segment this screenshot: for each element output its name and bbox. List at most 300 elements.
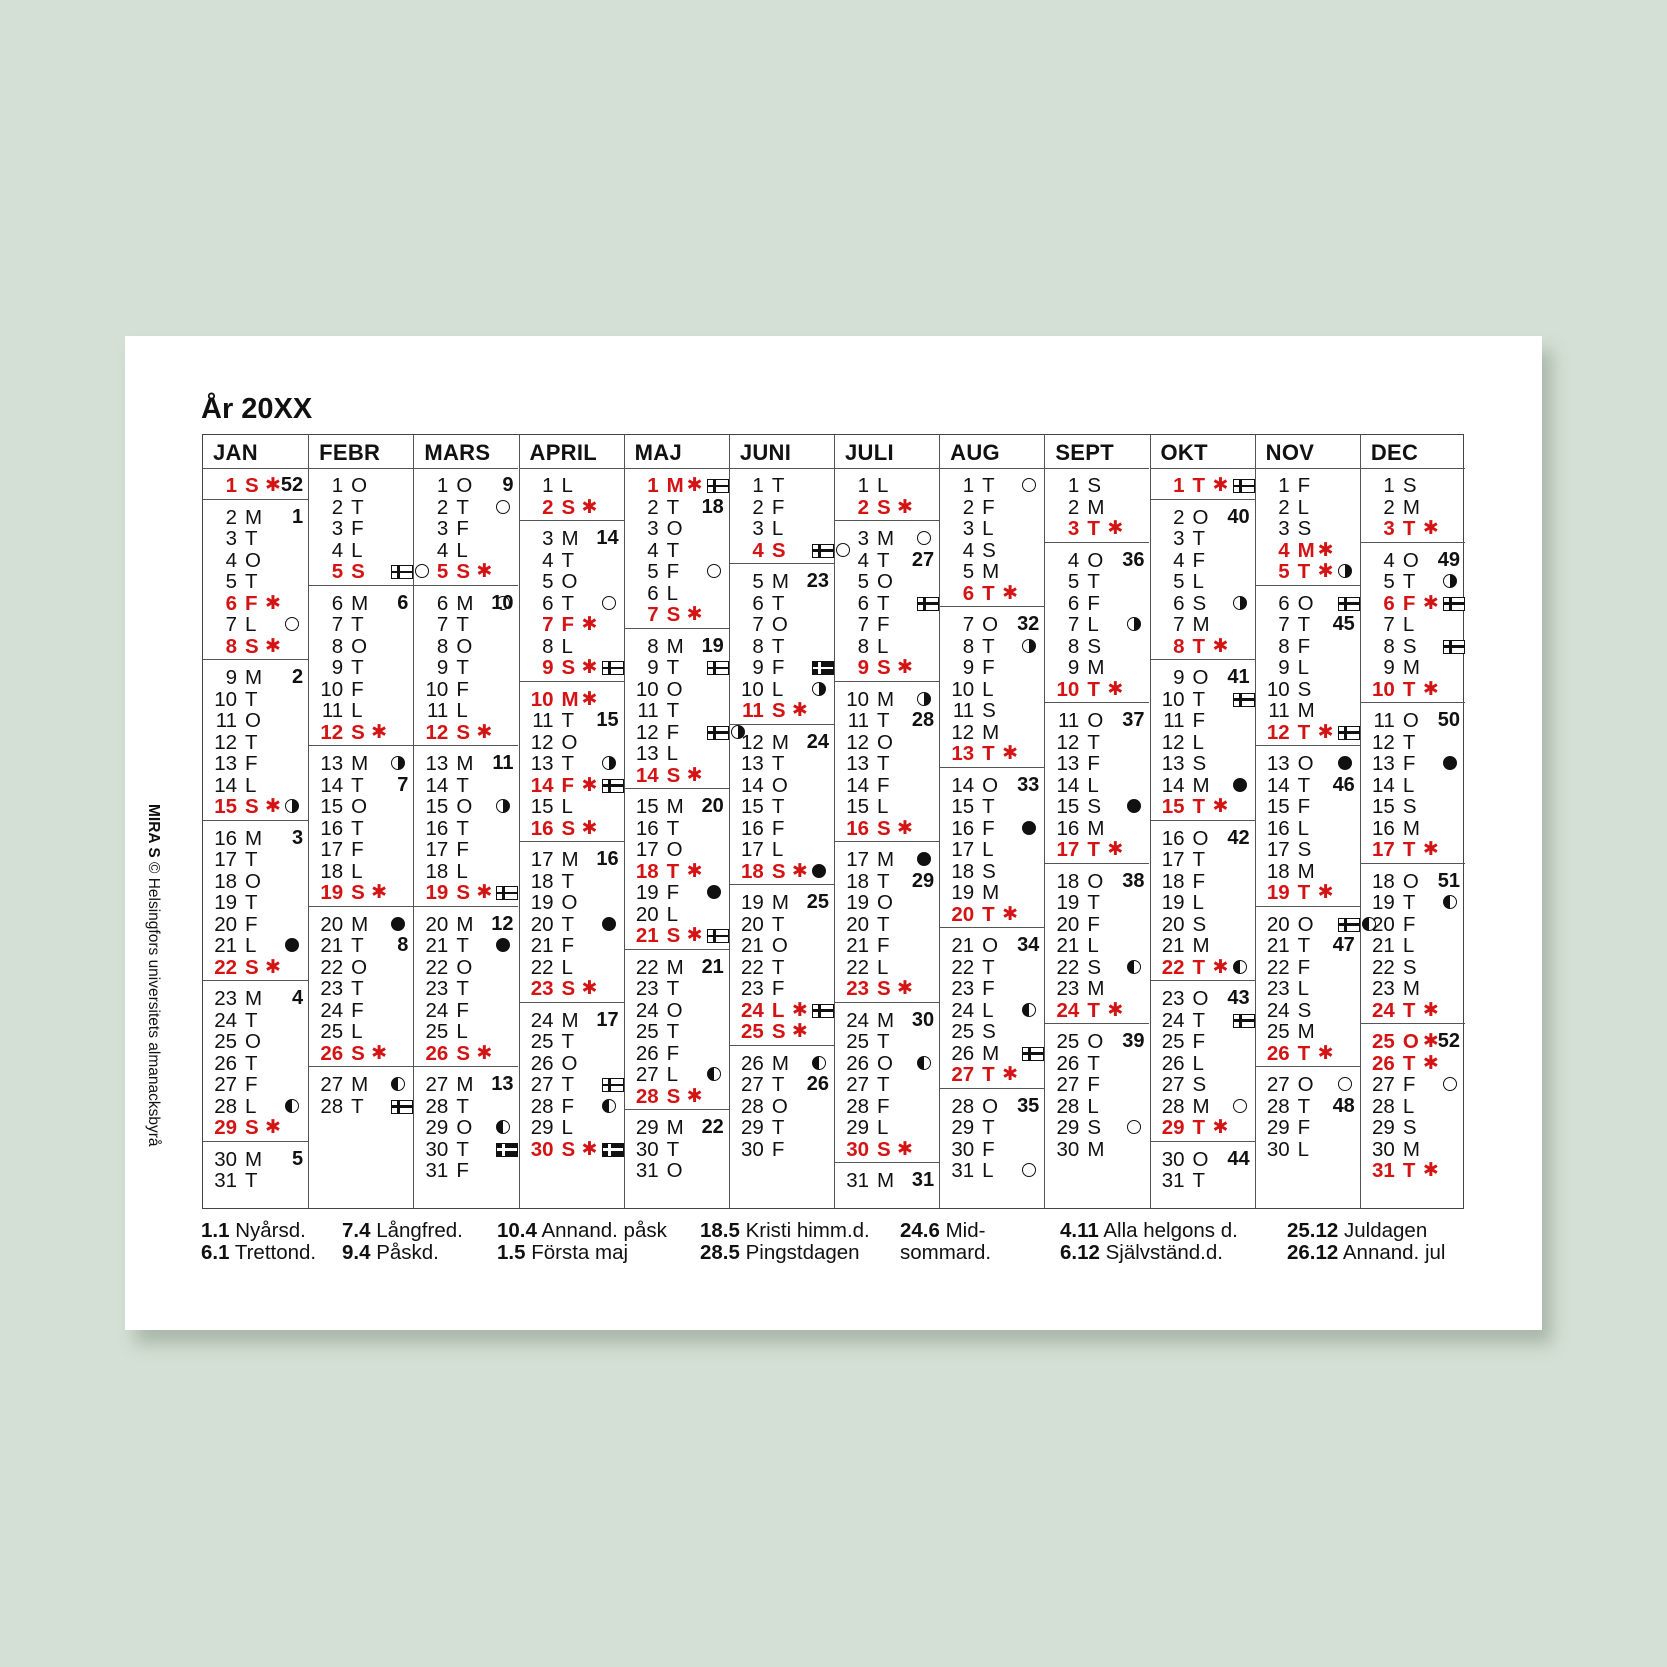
- day-row: [625, 475, 729, 497]
- day-row: [730, 700, 834, 722]
- weekday-letter: L: [1192, 570, 1204, 593]
- weekday-letter: L: [1297, 495, 1310, 519]
- weekday-letter: S: [245, 1116, 259, 1139]
- day-number: 23: [214, 987, 237, 1010]
- day-row: [835, 1096, 939, 1118]
- day-row: [1151, 507, 1255, 529]
- day-row: [1256, 497, 1360, 519]
- day-row: [1256, 796, 1360, 818]
- moon-phase-new-icon: [391, 917, 405, 931]
- day-number: 13: [1266, 752, 1290, 775]
- day-number: 3: [1067, 517, 1080, 540]
- day-number: 9: [225, 666, 237, 689]
- day-number: 29: [951, 1116, 975, 1139]
- weekday-letter: T: [666, 1020, 680, 1043]
- day-row: [520, 528, 624, 550]
- day-number: 21: [1372, 934, 1395, 957]
- weekday-letter: O: [1402, 548, 1419, 572]
- weekday-letter: S: [561, 1137, 576, 1161]
- day-number: 3: [1383, 517, 1395, 540]
- day-row: [625, 796, 729, 818]
- day-number: 26: [635, 1041, 659, 1065]
- day-number: 3: [647, 517, 659, 540]
- month-column-okt: [1150, 435, 1255, 1208]
- week-number: 5: [292, 1147, 304, 1170]
- day-row: [940, 882, 1044, 904]
- holiday-line: [900, 1220, 991, 1242]
- weekday-letter: S: [1297, 998, 1312, 1022]
- day-row: [1256, 753, 1360, 775]
- day-row: [414, 475, 518, 497]
- weekday-letter: L: [561, 634, 573, 658]
- weekday-letter: O: [1402, 709, 1419, 732]
- day-number: 11: [1163, 709, 1185, 732]
- day-row: [1151, 1117, 1255, 1139]
- weekday-letter: O: [1087, 709, 1104, 732]
- day-row: [203, 1053, 308, 1075]
- weekday-letter: S: [1402, 955, 1417, 979]
- day-row: [1151, 528, 1255, 550]
- day-row: [835, 775, 939, 797]
- day-row: [309, 839, 413, 861]
- holiday-star-icon: ✱: [1422, 1160, 1439, 1181]
- weekday-letter: M: [351, 912, 369, 936]
- flag-day-icon: [812, 1004, 834, 1018]
- week-number: 12: [491, 912, 514, 935]
- day-number: 19: [1266, 881, 1290, 904]
- day-row: [1151, 550, 1255, 572]
- holiday-star-icon: ✱: [371, 882, 388, 903]
- day-number: 21: [425, 934, 449, 957]
- day-number: 1: [331, 474, 344, 497]
- weekday-letter: F: [1192, 709, 1206, 732]
- day-number: 2: [331, 495, 344, 519]
- day-number: 10: [741, 677, 764, 701]
- day-number: 14: [1266, 773, 1290, 797]
- weekday-letter: T: [666, 538, 680, 562]
- week-separator: [835, 520, 939, 521]
- moon-phase-fq-icon: [812, 682, 826, 696]
- day-number: 5: [225, 570, 237, 593]
- week-separator: [203, 820, 308, 821]
- day-number: 24: [530, 1008, 554, 1032]
- day-number: 11: [1268, 699, 1290, 722]
- day-row: [625, 765, 729, 787]
- holiday-date: 10.4: [497, 1219, 537, 1242]
- day-row: [1045, 710, 1149, 732]
- day-row: [203, 571, 308, 593]
- holiday-star-icon: ✱: [581, 657, 598, 678]
- weekday-letter: S: [1402, 634, 1417, 658]
- day-number: 10: [1056, 677, 1080, 701]
- day-number: 17: [425, 838, 449, 861]
- holiday-star-icon: ✱: [265, 635, 281, 657]
- day-number: 17: [214, 848, 237, 871]
- day-row: [835, 550, 939, 572]
- weekday-letter: S: [771, 1020, 786, 1043]
- day-number: 1: [1278, 474, 1290, 497]
- day-number: 25: [530, 1030, 554, 1053]
- day-row: [1151, 636, 1255, 658]
- day-number: 27: [1056, 1073, 1080, 1096]
- weekday-letter: S: [1402, 1116, 1417, 1139]
- week-separator: [625, 949, 729, 950]
- weekday-letter: F: [1297, 474, 1311, 497]
- day-number: 7: [962, 613, 975, 636]
- weekday-letter: O: [877, 570, 893, 593]
- day-row: [1045, 1117, 1149, 1139]
- day-row: [1256, 657, 1360, 679]
- weekday-letter: F: [456, 838, 469, 861]
- day-row: [730, 518, 834, 540]
- weekday-letter: L: [1192, 1051, 1204, 1075]
- day-row: [940, 978, 1044, 1000]
- day-row: [1361, 753, 1465, 775]
- weekday-letter: S: [1087, 634, 1102, 658]
- day-row: [203, 614, 308, 636]
- weekday-letter: S: [877, 656, 891, 679]
- day-number: 21: [1266, 934, 1290, 957]
- holiday-star-icon: ✱: [1422, 1031, 1439, 1052]
- day-number: 17: [846, 848, 869, 871]
- day-number: 21: [635, 924, 659, 947]
- day-number: 7: [857, 613, 869, 636]
- weekday-letter: T: [771, 474, 785, 497]
- day-number: 19: [320, 881, 344, 904]
- day-row: [730, 497, 834, 519]
- day-row: [1361, 1160, 1465, 1182]
- day-row: [203, 528, 308, 550]
- day-number: 3: [225, 527, 237, 550]
- moon-phase-new-icon: [812, 864, 826, 878]
- day-row: [625, 818, 729, 840]
- weekday-letter: O: [1192, 826, 1209, 850]
- holiday-date: 1.1: [201, 1219, 230, 1242]
- weekday-letter: F: [666, 720, 680, 744]
- day-row: [625, 1117, 729, 1139]
- day-number: 29: [530, 1116, 554, 1139]
- weekday-letter: T: [561, 709, 575, 732]
- weekday-letter: T: [1087, 677, 1100, 701]
- day-number: 13: [635, 742, 659, 765]
- day-number: 22: [741, 955, 764, 979]
- day-row: [414, 957, 518, 979]
- weekday-letter: M: [1192, 1094, 1210, 1118]
- day-number: 23: [635, 977, 659, 1000]
- week-number: 7: [397, 773, 409, 796]
- month-column-april: [519, 435, 624, 1208]
- week-separator: [1045, 542, 1149, 543]
- day-number: 27: [320, 1073, 344, 1096]
- day-number: 8: [962, 634, 975, 658]
- weekday-letter: T: [877, 869, 890, 893]
- week-number: 10: [491, 591, 514, 614]
- day-number: 23: [1161, 987, 1185, 1010]
- weekday-letter: T: [1192, 687, 1206, 711]
- week-number: 51: [1437, 869, 1460, 892]
- day-number: 20: [530, 912, 554, 936]
- day-number: 9: [436, 656, 449, 679]
- holiday-name: Annand. påsk: [536, 1219, 667, 1242]
- day-number: 16: [530, 816, 554, 840]
- weekday-letter: O: [666, 1159, 683, 1182]
- holiday-star-icon: ✱: [371, 721, 388, 743]
- day-number: 23: [425, 977, 449, 1000]
- day-number: 9: [1278, 656, 1290, 679]
- day-number: 31: [1372, 1159, 1395, 1182]
- month-name: APRIL: [520, 435, 624, 469]
- day-row: [203, 1117, 308, 1139]
- weekday-letter: M: [245, 1147, 263, 1171]
- day-number: 5: [331, 560, 344, 583]
- moon-phase-new-icon: [285, 938, 299, 952]
- weekday-letter: L: [666, 742, 679, 765]
- day-row: [1256, 1021, 1360, 1043]
- day-row: [1151, 871, 1255, 893]
- weekday-letter: L: [877, 795, 889, 818]
- day-row: [835, 957, 939, 979]
- day-number: 4: [331, 538, 344, 562]
- weekday-letter: T: [245, 527, 258, 550]
- weekday-letter: T: [1192, 795, 1206, 818]
- week-separator: [1361, 542, 1465, 543]
- weekday-letter: F: [982, 1137, 995, 1161]
- week-separator: [203, 980, 308, 981]
- day-row: [520, 475, 624, 497]
- day-number: 28: [530, 1094, 554, 1118]
- day-row: [414, 839, 518, 861]
- weekday-letter: M: [351, 1073, 369, 1096]
- day-number: 9: [962, 656, 975, 679]
- weekday-letter: F: [877, 613, 890, 636]
- day-number: 2: [1067, 495, 1080, 519]
- day-number: 14: [1056, 773, 1080, 797]
- day-number: 10: [951, 677, 975, 701]
- holiday-name: sommard.: [900, 1241, 992, 1264]
- day-number: 21: [214, 934, 237, 957]
- holiday-line: [1060, 1220, 1238, 1242]
- weekday-letter: M: [1402, 977, 1420, 1000]
- day-row: [309, 657, 413, 679]
- holiday-star-icon: ✱: [1107, 518, 1124, 539]
- weekday-letter: F: [351, 517, 364, 540]
- day-row: [940, 614, 1044, 636]
- week-number: 41: [1227, 666, 1250, 688]
- day-row: [1256, 1117, 1360, 1139]
- weekday-letter: M: [982, 1041, 1000, 1065]
- week-separator: [1361, 863, 1465, 864]
- day-number: 15: [741, 795, 764, 818]
- weekday-letter: O: [456, 634, 473, 658]
- weekday-letter: F: [561, 934, 575, 957]
- weekday-letter: T: [982, 474, 995, 497]
- day-number: 20: [1266, 912, 1290, 936]
- day-number: 4: [647, 538, 659, 562]
- day-number: 4: [1173, 548, 1185, 572]
- holiday-star-icon: ✱: [265, 796, 281, 817]
- day-row: [414, 935, 518, 957]
- day-number: 12: [1161, 730, 1185, 754]
- day-number: 17: [1161, 848, 1185, 871]
- holiday-star-icon: ✱: [1422, 592, 1439, 614]
- weekday-letter: M: [1297, 538, 1315, 562]
- day-number: 1: [1173, 474, 1185, 497]
- day-number: 24: [320, 998, 344, 1022]
- weekday-letter: L: [771, 838, 784, 861]
- day-number: 28: [1266, 1094, 1290, 1118]
- day-number: 29: [214, 1116, 237, 1139]
- week-separator: [1256, 585, 1360, 586]
- day-row: [835, 614, 939, 636]
- day-number: 18: [320, 859, 344, 883]
- weekday-letter: F: [1192, 1030, 1206, 1053]
- day-row: [1151, 710, 1255, 732]
- day-number: 16: [214, 826, 237, 850]
- weekday-letter: M: [666, 634, 684, 658]
- weekday-letter: S: [561, 977, 576, 1000]
- day-number: 21: [530, 934, 554, 957]
- day-number: 11: [1058, 709, 1080, 732]
- day-number: 16: [425, 816, 449, 840]
- day-number: 9: [1383, 656, 1395, 679]
- day-row: [203, 914, 308, 936]
- day-number: 21: [1056, 934, 1080, 957]
- day-number: 27: [1266, 1073, 1290, 1096]
- day-row: [520, 497, 624, 519]
- weekday-letter: M: [982, 720, 1000, 744]
- weekday-letter: S: [666, 603, 681, 626]
- flag-day-icon: [602, 779, 624, 793]
- week-separator: [1151, 659, 1255, 660]
- weekday-letter: F: [245, 912, 258, 936]
- weekday-letter: T: [456, 773, 469, 797]
- day-row: [1361, 475, 1465, 497]
- moon-phase-new-icon: [602, 917, 616, 931]
- day-row: [1151, 935, 1255, 957]
- weekday-letter: T: [1402, 570, 1416, 593]
- day-row: [625, 722, 729, 744]
- day-number: 24: [1056, 998, 1080, 1022]
- holiday-star-icon: ✱: [1317, 882, 1334, 903]
- flag-day-icon: [1443, 640, 1465, 654]
- day-row: [520, 614, 624, 636]
- weekday-letter: L: [245, 773, 257, 797]
- day-number: 29: [1266, 1116, 1290, 1139]
- day-number: 13: [1161, 752, 1185, 775]
- day-number: 1: [542, 474, 554, 497]
- holiday-star-icon: ✱: [686, 860, 703, 882]
- weekday-letter: F: [666, 881, 680, 904]
- holiday-star-icon: ✱: [476, 1042, 493, 1064]
- day-number: 18: [425, 859, 449, 883]
- day-number: 1: [962, 474, 975, 497]
- day-row: [940, 1096, 1044, 1118]
- weekday-letter: O: [1297, 752, 1314, 775]
- day-row: [203, 1074, 308, 1096]
- copyright-text: © Helsingfors universitets almanacksbyrå: [145, 862, 162, 1147]
- day-row: [730, 861, 834, 883]
- day-number: 31: [846, 1169, 869, 1192]
- weekday-letter: F: [1087, 591, 1100, 615]
- day-row: [835, 796, 939, 818]
- day-number: 6: [436, 591, 449, 615]
- holiday-date: 6.1: [201, 1241, 230, 1264]
- holiday-star-icon: ✱: [476, 882, 493, 903]
- holiday-date: 4.11: [1060, 1219, 1099, 1242]
- day-number: 16: [1161, 826, 1185, 850]
- day-row: [1361, 914, 1465, 936]
- weekday-letter: T: [456, 613, 469, 636]
- weekday-letter: T: [1402, 1051, 1416, 1075]
- holiday-line: [1060, 1242, 1238, 1264]
- day-number: 23: [530, 977, 554, 1000]
- day-number: 1: [1383, 474, 1395, 497]
- day-row: [203, 828, 308, 850]
- day-number: 29: [846, 1116, 869, 1139]
- day-row: [835, 497, 939, 519]
- day-number: 12: [1266, 720, 1290, 744]
- day-row: [835, 710, 939, 732]
- day-number: 11: [1373, 709, 1395, 732]
- day-row: [1361, 1096, 1465, 1118]
- moon-phase-fq-icon: [496, 799, 510, 813]
- moon-phase-new-icon: [1022, 821, 1036, 835]
- day-row: [730, 614, 834, 636]
- day-row: [1151, 571, 1255, 593]
- day-row: [1045, 1139, 1149, 1161]
- day-number: 20: [214, 912, 237, 936]
- day-number: 25: [846, 1030, 869, 1053]
- day-row: [730, 1053, 834, 1075]
- day-row: [1151, 732, 1255, 754]
- moon-phase-full-icon: [707, 564, 721, 578]
- day-row: [1045, 775, 1149, 797]
- day-number: 28: [635, 1084, 659, 1108]
- weekday-letter: L: [245, 934, 257, 957]
- day-row: [835, 753, 939, 775]
- week-separator: [1361, 1023, 1465, 1024]
- day-row: [309, 914, 413, 936]
- day-number: 22: [846, 955, 869, 979]
- day-row: [203, 689, 308, 711]
- day-row: [520, 636, 624, 658]
- day-row: [309, 775, 413, 797]
- day-row: [414, 679, 518, 701]
- day-row: [520, 753, 624, 775]
- day-row: [414, 914, 518, 936]
- day-number: 29: [1056, 1116, 1080, 1139]
- day-number: 20: [1372, 912, 1395, 936]
- holiday-name: Självständ.d.: [1099, 1241, 1223, 1264]
- day-row: [1151, 1053, 1255, 1075]
- day-number: 12: [951, 720, 975, 744]
- day-row: [520, 689, 624, 711]
- month-column-maj: [624, 435, 729, 1208]
- weekday-letter: S: [982, 699, 996, 722]
- weekday-letter: S: [1087, 955, 1102, 979]
- day-row: [1151, 614, 1255, 636]
- day-number: 22: [1266, 955, 1290, 979]
- weekday-letter: L: [456, 1020, 468, 1043]
- weekday-letter: T: [877, 709, 890, 732]
- day-number: 15: [951, 795, 975, 818]
- weekday-letter: S: [666, 763, 681, 787]
- weekday-letter: F: [1297, 1116, 1311, 1139]
- weekday-letter: T: [1297, 560, 1311, 583]
- day-number: 6: [962, 581, 975, 605]
- day-number: 3: [1173, 527, 1185, 550]
- holiday-column: [342, 1220, 463, 1264]
